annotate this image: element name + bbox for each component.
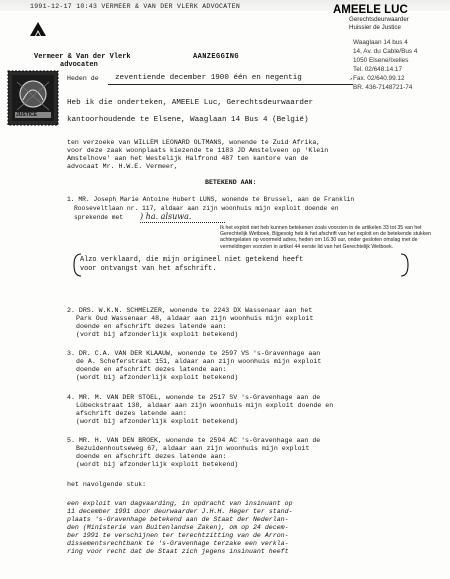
request-line-4: advocaat Mr. H.W.E. Vermeer, (67, 163, 178, 170)
bailiff-title-2: Huissier de Justice (349, 24, 401, 32)
line-heden-label: Heden de (67, 75, 99, 82)
handwritten-mark: , (350, 72, 353, 81)
recipient-3-line-1: 3. DR. C.A. VAN DER KLAAUW, wonende te 2597 VS 's-Gravenhage aan (67, 350, 321, 357)
recipient-1-line-2: Rooseveltlaan nr. 117, aldaar aan zijn woonhuis mijn exploit doende en (74, 205, 339, 212)
line-undersigned: Heb ik die onderteken, AMEELE Luc, Gerechtsdeurwaarder (67, 99, 314, 107)
date-underline (108, 84, 353, 85)
request-line-1: ten verzoeke van WILLEM LEONARD OLTMANS, wonende te Zuid Afrika, (67, 139, 321, 146)
following-document-label: het navolgende stuk: (67, 481, 147, 488)
recipient-5-line-1: 5. MR. H. VAN DEN BROEK, wonende te 2594 AC 's-Gravenhage aan de (67, 437, 321, 444)
handwriting-baseline (140, 222, 225, 223)
recipient-4-line-3: afschrift dezes latende aan: (76, 410, 187, 417)
recipient-3-line-2: de A. Scheferstraat 151, aldaar aan zijn woonhuis mijn exploit (76, 358, 322, 365)
recipient-1-line-1: 1. MR. Joseph Marie Antoine Hubert LUNS, wonende te Brussel, aan de Franklin (67, 196, 355, 203)
recipient-4-line-1: 4. MR. M. VAN DER STOEL, wonende te 2517 SV 's-Gravenhage aan de (67, 394, 321, 401)
recipient-5-line-2: Bezuidenhoutseweg 67, aldaar aan zijn woonhuis mijn exploit (76, 445, 310, 452)
bailiff-name: AMEELE LUC (333, 4, 408, 16)
recipient-1-handwriting: ) ha. alsuwa. (140, 212, 192, 221)
bailiff-tel: Tel. 02/648.14.17 (353, 66, 403, 73)
request-line-3: Amstelhove' aan het Westelijk Halfrond 487 ten kantore van de (67, 155, 309, 162)
firm-logo (30, 22, 46, 41)
request-line-2: voor deze zaak woonplaats kiezende te 1183 JD Amstelveen op 'Klein (67, 147, 329, 154)
recipient-1-line-3: sprekende met (74, 214, 124, 221)
exploit-line-1: een exploit van dagvaarding, in opdracht van insinuant op (67, 500, 293, 507)
stamp-text: JUSTICE (16, 112, 38, 118)
exploit-line-7: ring voor recht dat de Staat zich jegens insinuant heeft (67, 548, 289, 555)
recipient-2-line-2: Park Oud Wassenaar 48, aldaar aan zijn woonhuis mijn exploit (76, 315, 314, 322)
bailiff-bank: BR. 436-7148721-74 (353, 84, 413, 91)
firm-type: advocaten (60, 61, 98, 69)
bailiff-fax: Fax. 02/640.99.12 (353, 75, 405, 82)
recipient-5-line-3: doende en afschrift dezes latende aan: (76, 453, 227, 460)
bailiff-note: Ik het exploit niet heb kunnen betekenen zoals voorzien in de artikelen 33 tot 35 van het Gerechtelijk Wetboek, Bijgevolg heb ik het afschrift van het exploit en de betekende stukken achtergelaten op voormeld adres, heden om 16.30 uur, onder gesloten omslag met de vermeldingen voorzien in artikel 44 eerste lid van het Gerechtelijk Wetboek. (220, 225, 431, 250)
recipient-3-line-4: (wordt bij afzonderlijk exploit betekend) (76, 374, 239, 381)
bailiff-city: 1050 Elsene/Ixelles (353, 57, 409, 64)
firm-name: Vermeer & Van der Vlerk (34, 53, 131, 61)
bailiff-street: Waaglaan 14 bus 4 (353, 39, 408, 46)
bracket-right (400, 253, 410, 277)
bailiff-title-1: Gerechtsdeurwaarder (349, 16, 409, 23)
document-title: AANZEGGING (193, 53, 240, 61)
line-heden-date: zeventiende december 1900 één en negentig (115, 74, 302, 82)
recipient-2-line-1: 2. DRS. W.K.N. SCHMELZER, wonende te 2243 DX Wassenaar aan het (67, 307, 313, 314)
exploit-line-3: plaats 's-Gravenhage betekend aan de Staat der Nederlan- (67, 516, 289, 523)
declared-line-2: voor ontvangst van het afschrift. (80, 265, 217, 273)
recipient-4-line-4: (wordt bij afzonderlijk exploit betekend) (76, 418, 239, 425)
recipient-2-line-3: doende en afschrift dezes latende aan: (76, 323, 227, 330)
recipient-2-line-4: (vordt bij afzonderlijk exploit betekend) (76, 331, 239, 338)
recipient-4-line-2: Lübeckstraat 138, aldaar aan zijn woonhuis mijn exploit doende en (76, 402, 334, 409)
bailiff-header (333, 4, 448, 32)
exploit-line-2: 11 december 1991 door deurwaarder J.H.H. Heger ter stand- (67, 508, 293, 515)
line-office: kantoorhoudende te Elsene, Waaglaan 14 Bus 4 (België) (67, 116, 309, 124)
bailiff-street-fr: 14, Av. du Cable/Bus 4 (353, 48, 418, 55)
revenue-stamp (7, 70, 59, 126)
firm-logo-icon (30, 22, 46, 36)
exploit-line-5: ber 1991 te verschijnen ter terechtzitting van de Arron- (67, 532, 289, 539)
declared-line-1: Alzo verklaard, die mijn origineel niet getekend heeft (80, 256, 304, 264)
fax-header: 1991-12-17 10:43 VERMEER & VAN DER VLERK ADVOCATEN (30, 3, 241, 10)
recipient-3-line-3: doende en afschrift dezes latende aan: (76, 366, 227, 373)
exploit-line-4: den (Ministerie van Buitenlandse Zaken), om op 24 decem- (67, 524, 289, 531)
exploit-line-6: dissementsrechtbank te 's-Gravenhage terzake een verkla- (67, 540, 289, 547)
served-heading: BETEKEND AAN: (205, 179, 257, 186)
recipient-5-line-4: (wordt bij afzonderlijk exploit betekend) (76, 461, 239, 468)
